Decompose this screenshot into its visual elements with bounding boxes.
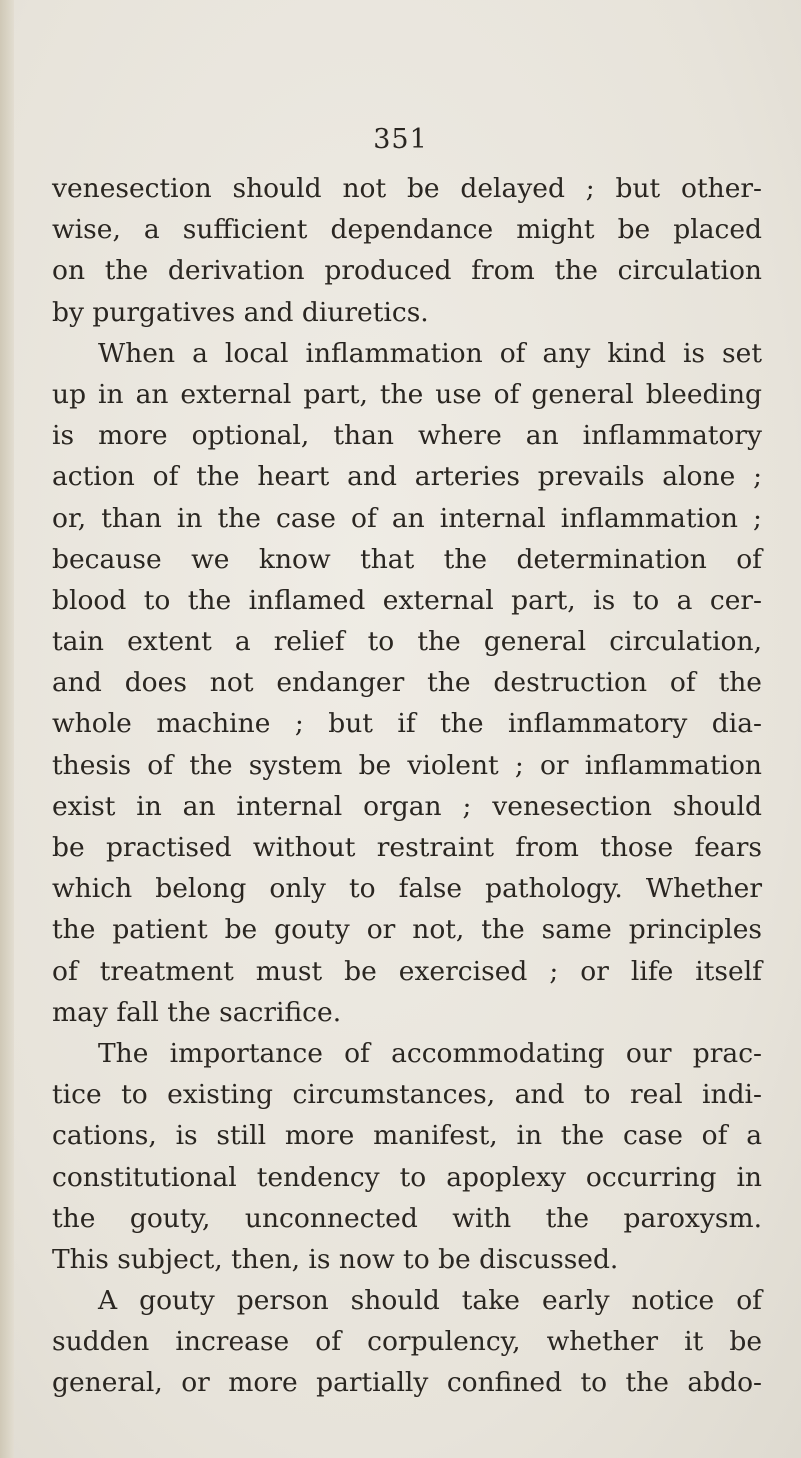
- text-line: by purgatives and diuretics.: [52, 296, 429, 328]
- text-line: may fall the sacrifice.: [52, 996, 342, 1028]
- text-line: This subject, then, is now to be discussed.: [52, 1243, 619, 1275]
- text-line: When a local inflammation of any kind is set: [98, 337, 762, 369]
- text-line: A gouty person should take early notice of: [98, 1285, 762, 1317]
- text-line: because we know that the determination of: [52, 543, 762, 575]
- text-line: be practised without restraint from those fears: [52, 832, 762, 863]
- text-line: or, than in the case of an internal inflammation ;: [52, 502, 762, 534]
- body-text: [52, 168, 762, 1404]
- page-edge-shadow: [0, 0, 14, 1458]
- text-line: constitutional tendency to apoplexy occurring in: [52, 1161, 762, 1193]
- text-line: thesis of the system be violent ; or inflammation: [52, 749, 762, 781]
- text-line: cations, is still more manifest, in the case of a: [52, 1120, 762, 1152]
- text-line: tice to existing circumstances, and to real indi-: [52, 1079, 762, 1111]
- text-line: the patient be gouty or not, the same principles: [52, 914, 762, 946]
- text-line: wise, a sufficient dependance might be placed: [52, 214, 762, 246]
- text-line: up in an external part, the use of general bleeding: [52, 378, 762, 410]
- text-line: is more optional, than where an inflammatory: [52, 420, 762, 452]
- text-line: venesection should not be delayed ; but other-: [52, 173, 762, 204]
- text-line: general, or more partially confined to the abdo-: [52, 1367, 762, 1399]
- text-line: which belong only to false pathology. Whether: [52, 873, 762, 905]
- text-line: blood to the inflamed external part, is to a cer-: [52, 584, 762, 616]
- text-line: whole machine ; but if the inflammatory dia-: [52, 708, 762, 740]
- text-line: on the derivation produced from the circulation: [52, 255, 762, 287]
- text-line: and does not endanger the destruction of the: [52, 667, 762, 699]
- text-line: exist in an internal organ ; venesection should: [52, 790, 762, 822]
- text-line: of treatment must be exercised ; or life itself: [52, 955, 762, 987]
- text-line: The importance of accommodating our prac-: [98, 1037, 762, 1069]
- text-line: the gouty, unconnected with the paroxysm.: [52, 1202, 762, 1234]
- text-line: action of the heart and arteries prevails alone ;: [52, 461, 762, 493]
- text-line: sudden increase of corpulency, whether it be: [52, 1326, 762, 1358]
- page-number: 351: [373, 124, 428, 155]
- text-line: tain extent a relief to the general circulation,: [52, 626, 762, 658]
